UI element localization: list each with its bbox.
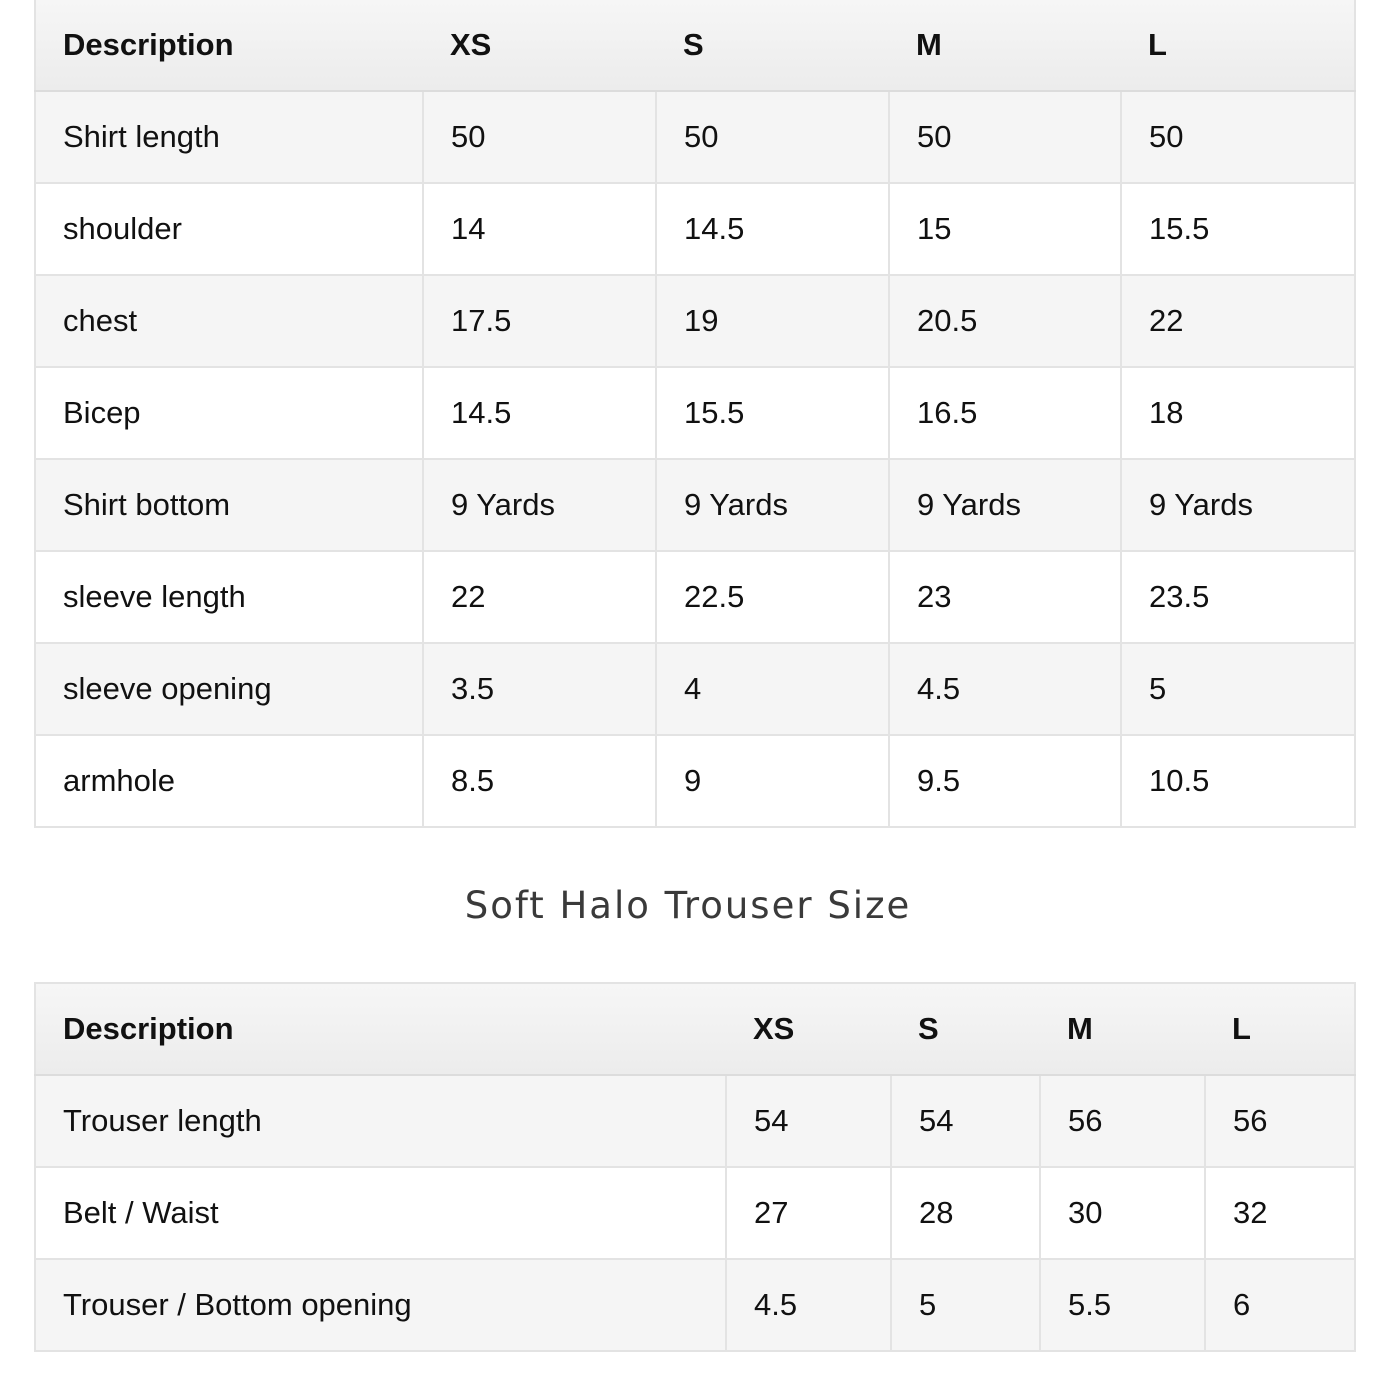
cell-l: 6 (1205, 1259, 1355, 1351)
cell-xs: 50 (423, 91, 656, 183)
row-label: Bicep (35, 367, 423, 459)
cell-m: 30 (1040, 1167, 1205, 1259)
cell-s: 54 (891, 1075, 1040, 1167)
header-cell-m: M (1040, 983, 1205, 1075)
cell-l: 9 Yards (1121, 459, 1355, 551)
cell-s: 28 (891, 1167, 1040, 1259)
cell-xs: 14.5 (423, 367, 656, 459)
header-cell-s: S (891, 983, 1040, 1075)
cell-m: 9 Yards (889, 459, 1121, 551)
cell-l: 22 (1121, 275, 1355, 367)
cell-m: 50 (889, 91, 1121, 183)
row-label: chest (35, 275, 423, 367)
table-row (35, 1167, 1355, 1259)
table-header-row (35, 983, 1355, 1075)
cell-l: 32 (1205, 1167, 1355, 1259)
trouser-size-table (34, 982, 1356, 1352)
cell-l: 18 (1121, 367, 1355, 459)
cell-l: 10.5 (1121, 735, 1355, 827)
row-label: armhole (35, 735, 423, 827)
cell-m: 20.5 (889, 275, 1121, 367)
header-cell-xs: XS (423, 0, 656, 91)
cell-l: 50 (1121, 91, 1355, 183)
cell-l: 15.5 (1121, 183, 1355, 275)
cell-xs: 54 (726, 1075, 891, 1167)
header-cell-description: Description (35, 0, 423, 91)
row-label: Belt / Waist (35, 1167, 726, 1259)
table-row (35, 735, 1355, 827)
table-row (35, 367, 1355, 459)
cell-m: 5.5 (1040, 1259, 1205, 1351)
cell-s: 14.5 (656, 183, 889, 275)
cell-l: 5 (1121, 643, 1355, 735)
row-label: shoulder (35, 183, 423, 275)
table-row (35, 1259, 1355, 1351)
table-row (35, 551, 1355, 643)
cell-xs: 14 (423, 183, 656, 275)
header-cell-l: L (1121, 0, 1355, 91)
table-row (35, 183, 1355, 275)
header-cell-m: M (889, 0, 1121, 91)
row-label: Trouser length (35, 1075, 726, 1167)
header-cell-description: Description (35, 983, 726, 1075)
cell-l: 56 (1205, 1075, 1355, 1167)
table-row (35, 275, 1355, 367)
cell-l: 23.5 (1121, 551, 1355, 643)
cell-m: 23 (889, 551, 1121, 643)
cell-xs: 27 (726, 1167, 891, 1259)
cell-xs: 22 (423, 551, 656, 643)
cell-xs: 17.5 (423, 275, 656, 367)
table-row (35, 459, 1355, 551)
cell-s: 22.5 (656, 551, 889, 643)
shirt-size-table (34, 0, 1356, 828)
cell-s: 5 (891, 1259, 1040, 1351)
header-cell-s: S (656, 0, 889, 91)
cell-s: 19 (656, 275, 889, 367)
cell-s: 50 (656, 91, 889, 183)
cell-m: 56 (1040, 1075, 1205, 1167)
cell-xs: 9 Yards (423, 459, 656, 551)
cell-s: 9 Yards (656, 459, 889, 551)
cell-s: 9 (656, 735, 889, 827)
row-label: Trouser / Bottom opening (35, 1259, 726, 1351)
table-row (35, 91, 1355, 183)
cell-m: 4.5 (889, 643, 1121, 735)
cell-m: 15 (889, 183, 1121, 275)
cell-xs: 8.5 (423, 735, 656, 827)
row-label: Shirt length (35, 91, 423, 183)
row-label: Shirt bottom (35, 459, 423, 551)
cell-s: 4 (656, 643, 889, 735)
table-header-row (35, 0, 1355, 91)
table-row (35, 643, 1355, 735)
table-row (35, 1075, 1355, 1167)
row-label: sleeve opening (35, 643, 423, 735)
cell-m: 9.5 (889, 735, 1121, 827)
cell-s: 15.5 (656, 367, 889, 459)
cell-xs: 3.5 (423, 643, 656, 735)
header-cell-l: L (1205, 983, 1355, 1075)
row-label: sleeve length (35, 551, 423, 643)
cell-xs: 4.5 (726, 1259, 891, 1351)
cell-m: 16.5 (889, 367, 1121, 459)
trouser-section-title: Soft Halo Trouser Size (464, 884, 912, 927)
header-cell-xs: XS (726, 983, 891, 1075)
